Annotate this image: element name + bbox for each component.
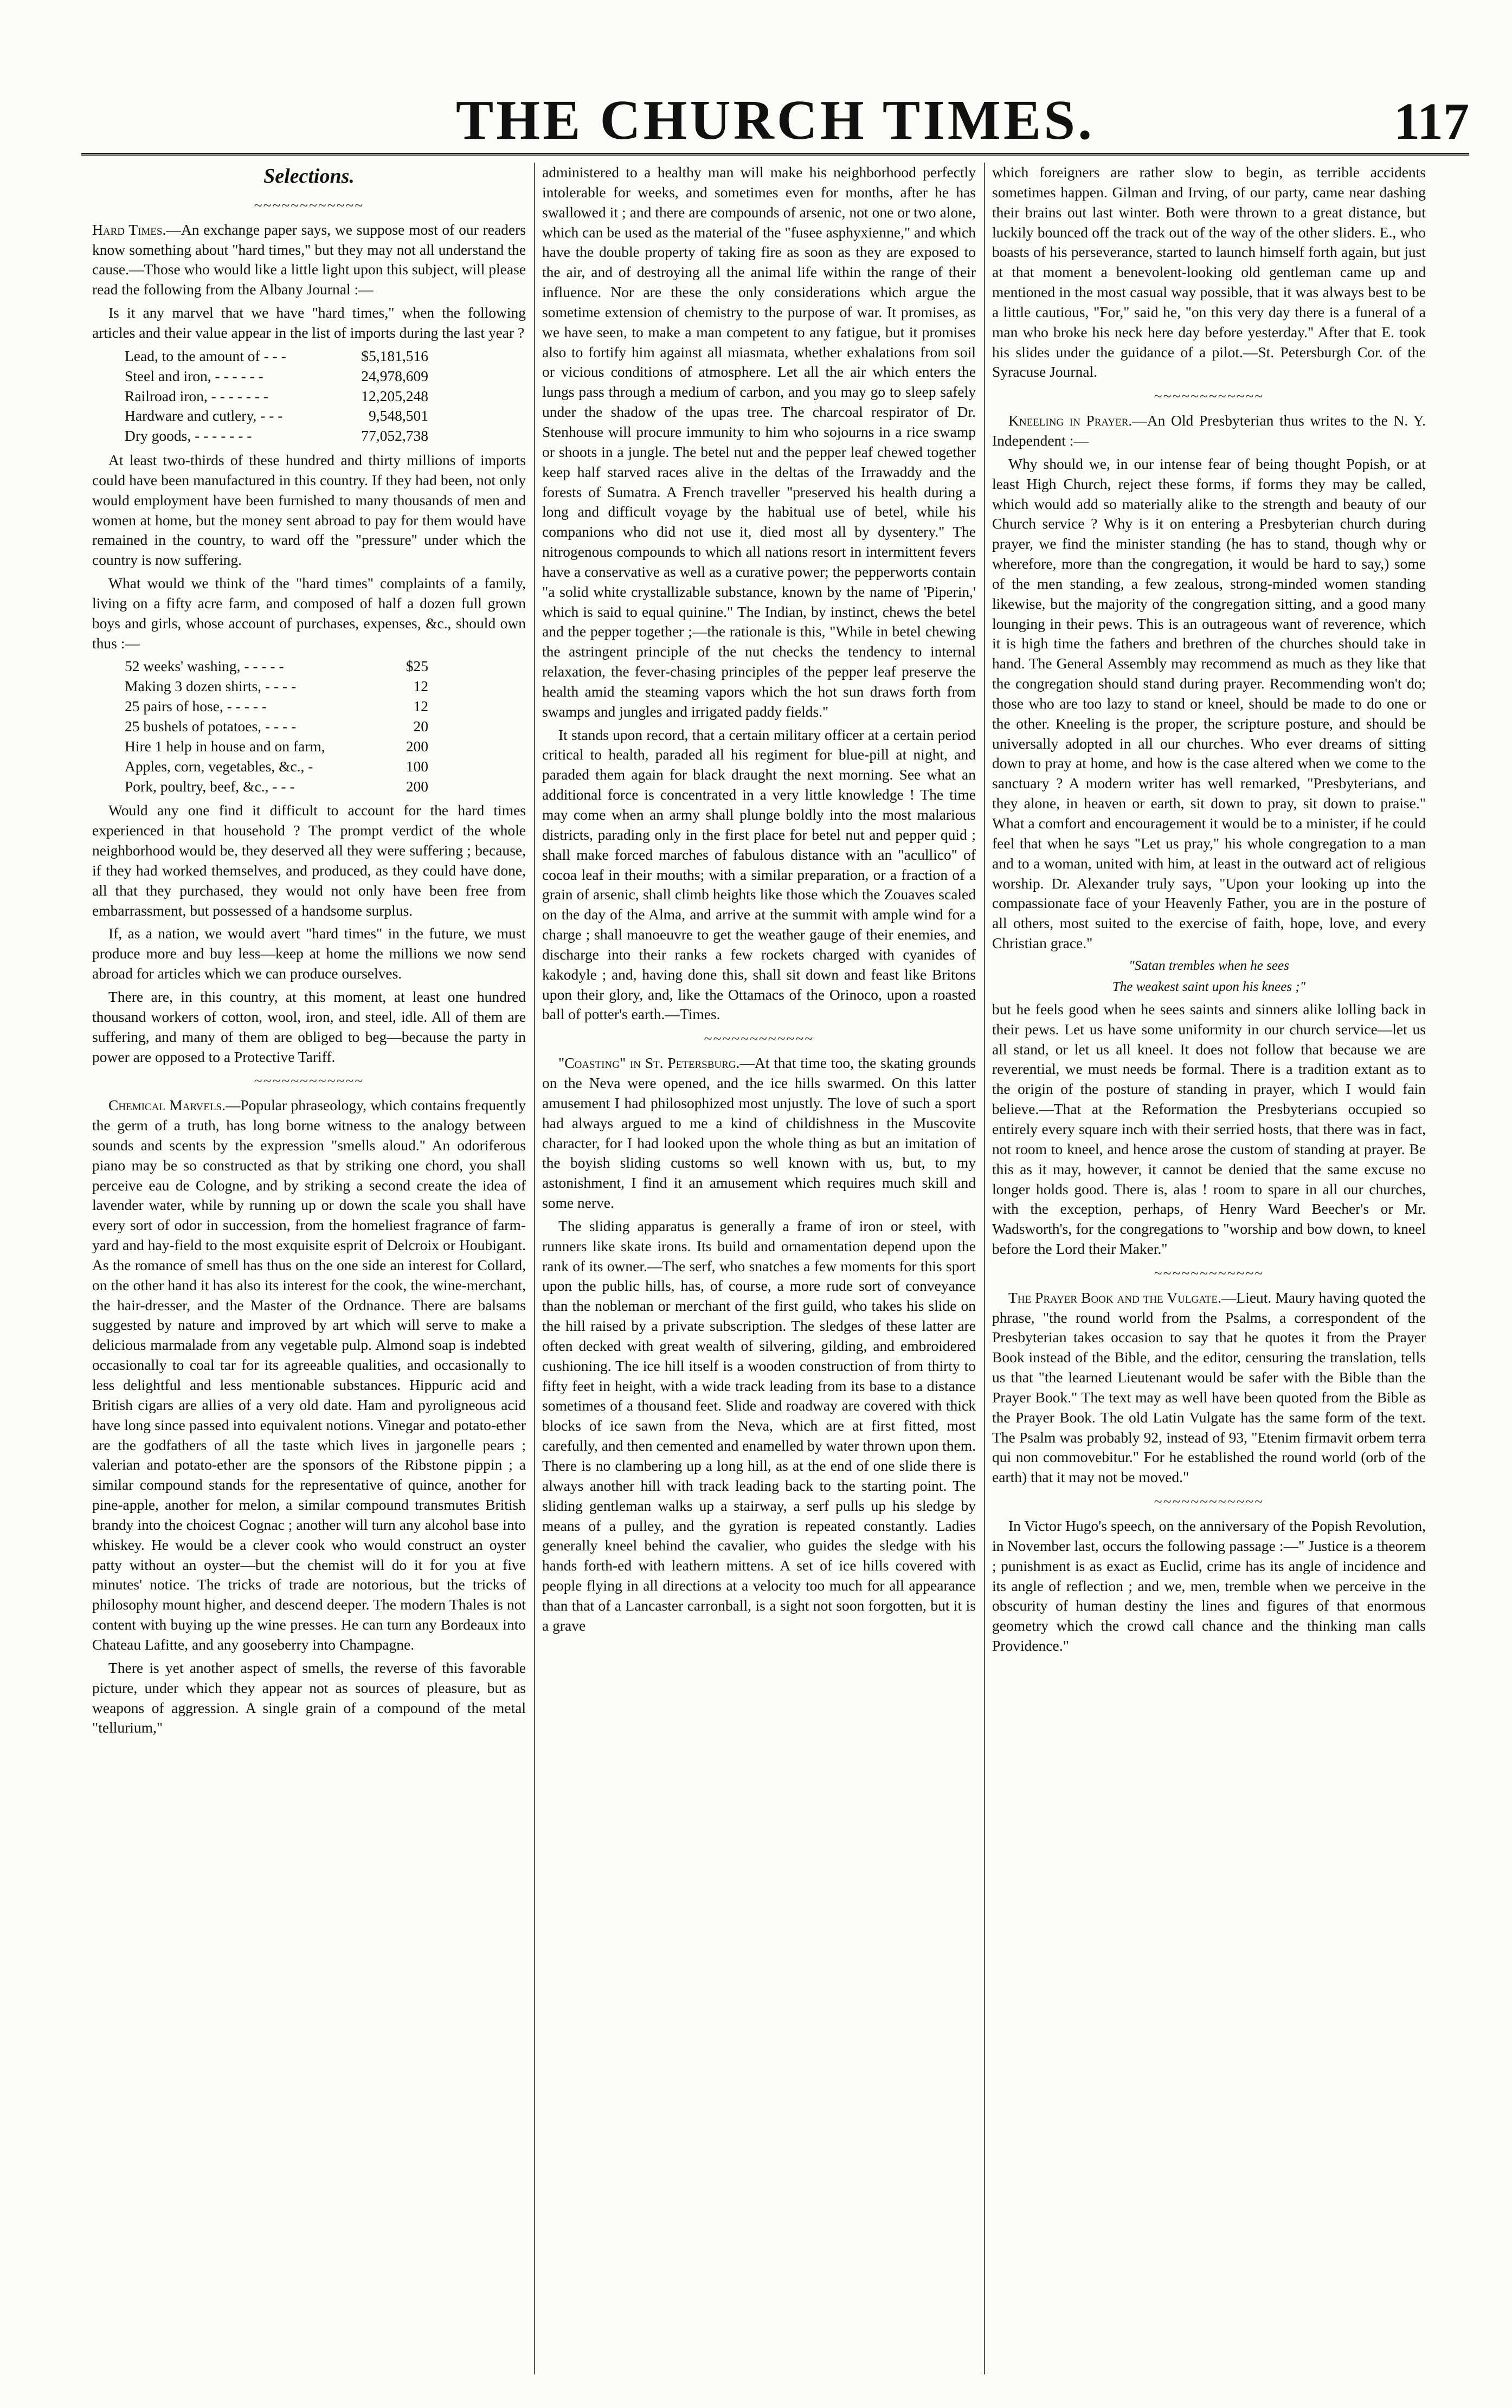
article-coasting: "Coasting" in St. Petersburg.—At that time too, the skating grounds on the Neva were opened, and the ice hills swarmed. On this latter amusement I had philosophized most unjustly. The love of such a sport had always argued to me a kind of childishness in the Muscovite character, for I had looked upon the whole thing as but an imitation of the boyish sliding customs so well known with us, but, to my astonishment, I find it an amusement which requires much skill and some nerve. bbox=[542, 1054, 976, 1212]
paragraph: In Victor Hugo's speech, on the anniversary of the Popish Revolution, in November last, occurs the following passage :—" Justice is a theorem ; punishment is as exact as Euclid, crime has its angle of incidence and its angle of reflection ; and we, men, tremble when we perceive in the obscurity of human destiny the lines and figures of that enormous geometry which the crowd call chance and the thinking man calls Providence." bbox=[992, 1517, 1426, 1654]
article-lead: Chemical Marvels. bbox=[108, 1097, 226, 1114]
article-prayer-book: The Prayer Book and the Vulgate.—Lieut. Maury having quoted the phrase, "the round world from the Psalms, a correspondent of the Presbyterian takes occasion to say that he quotes it from the Prayer Book instead of the Bible, and the editor, censuring the translation, tells us that "the learned Lieutenant would be safer with the Bible than the Prayer Book." The text may as well have been quoted from the Bible as the Prayer Book. The old Latin Vulgate has the same form of the text. The Psalm was probably 92, instead of 93, "Etenim firmavit orbem terra qui non commovebitur." For he established the round world (orb of the earth) that it may not be moved." bbox=[992, 1289, 1426, 1486]
separator: ~~~~~~~~~~~~ bbox=[1154, 1264, 1264, 1282]
paragraph: There are, in this country, at this moment, at least one hundred thousand workers of cotton, wool, iron, and steel, idle. All of them are suffering, and many of them are obliged to beg—because the party in power are opposed to a Protective Tariff. bbox=[92, 988, 526, 1065]
verse-line: "Satan trembles when he sees bbox=[1129, 958, 1289, 973]
masthead bbox=[81, 89, 1469, 157]
table-row: Railroad iron, - - - - - - - 12,205,248 bbox=[125, 387, 428, 404]
table-row: 25 pairs of hose, - - - - - 12 bbox=[125, 698, 428, 715]
separator: ~~~~~~~~~~~~ bbox=[704, 1030, 814, 1047]
table-row: Pork, poultry, beef, &c., - - - 200 bbox=[125, 777, 428, 795]
masthead-rule bbox=[81, 153, 1469, 156]
paragraph: There is yet another aspect of smells, the reverse of this favorable picture, under which they appear not as sources of pleasure, but as weapons of aggression. A single grain of a compound of the metal "tellurium," bbox=[92, 1659, 526, 1736]
article-lead: Kneeling in Prayer. bbox=[1008, 412, 1133, 429]
paragraph: Is it any marvel that we have "hard times," when the following articles and their value appear in the list of imports during the last year ? bbox=[92, 304, 526, 341]
article-lead: Hard Times. bbox=[92, 221, 166, 238]
paragraph: administered to a healthy man will make his neighborhood perfectly intolerable for weeks, and sometimes even for months, after he has swallowed it ; and there are compounds of arsenic, not one or two alone, which can be used as the material of the "fusee asphyxienne," and which have the double property of taking fire as soon as they are exposed to the air, and of destroying all the animal life within the range of their influence. Nor are these the only considerations which argue the sometime extension of chemistry to the purpose of war. It promises, as we have seen, to make a man competent to any fatigue, but it promises also to fortify him against all miasmata, whether exhalations from soil or vicious conditions of atmosphere. Let all the air which enters the lungs pass through a medium of carbon, and you may go to sleep safely under the shadow of the upas tree. The charcoal respirator of Dr. Stenhouse will procure immunity to him who sojourns in a rice swamp or shoots in a jungle. The betel nut and the pepper leaf chewed together keep half starved races alive in the deltas of the Irrawaddy and the forests of Sumatra. A French traveller "preserved his health during a long and difficult voyage by the habitual use of betel, while his companions who did not use it, died most all by dysentery." The nitrogenous compounds to which all nations resort in intermittent fevers have a conservative as well as a curative power; the pepperworts contain "a solid white crystallizable substance, known by the name of 'Piperin,' which is said to equal quinine." The Indian, by instinct, chews the betel and the pepper together ;—the rationale is this, "While in betel chewing the astringent principle of the nut checks the tendency to internal relaxation, the fever-chasing principles of the pepper leaf preserve the health amid the steaming vapors which the hot sun draws forth from swamps and jungles and irrigated paddy fields." bbox=[542, 164, 976, 720]
column-1 bbox=[92, 163, 526, 2374]
table-row: Steel and iron, - - - - - - 24,978,609 bbox=[125, 367, 428, 384]
paragraph: Why should we, in our intense fear of being thought Popish, or at least High Church, reject these forms, if forms they may be called, which would add so materially alike to the strength and beauty of our Church service ? Why is it on entering a Presbyterian church during prayer, we find the minister standing (he has to stand, though why or wherefore, more than the congregation, it would be hard to say,) some of the men standing, a few zealous, strong-minded women standing likewise, but the majority of the congregation sitting, and a good many lounging in their pews. This is an outrageous want of reverence, which it is high time the fathers and brethren of the churches should take in hand. The General Assembly may recommend as much as they like that the congregation should stand during prayer. Recommending won't do; those who are too lazy to stand or kneel, should be made to do one or the other. Kneeling is the proper, the scripture posture, and should be universally adopted in all our churches. Who ever dreams of sitting down to pray at home, and how is the case altered when we come to the sanctuary ? A modern writer has well remarked, "Presbyterians, and they alone, in heaven or earth, sit down to pray, sit down to praise." What a comfort and encouragement it would be to a minister, if he could feel that when he says "Let us pray," his whole congregation to a man and to a woman, united with him, at least in the outward act of religious worship. Dr. Alexander truly says, "Upon your looking up into the compassionate face of your Heavenly Father, you are in the posture of all others, most suited to the exercise of faith, hope, love, and every Christian grace." bbox=[992, 455, 1426, 952]
table-row: Hire 1 help in house and on farm, 200 bbox=[125, 737, 428, 755]
newspaper-title: THE CHURCH TIMES. bbox=[455, 89, 1095, 151]
table-row: Lead, to the amount of - - - $5,181,516 bbox=[125, 347, 428, 364]
article-chemical-marvels: Chemical Marvels.—Popular phraseology, which contains frequently the germ of a truth, has long borne witness to the analogy between sounds and scents by the expression "smells aloud." An odoriferous piano may be so constructed as that by striking one chord, you shall perceive eau de Cologne, and by striking a second create the idea of lavender water, while by running up or down the scale you shall have every sort of odor in succession, from the homeliest fragrance of farm-yard and hay-field to the most exquisite esprit of Delcroix or Houbigant. As the romance of smell has thus on the one side an interest for Collard, on the other hand it has also its interest for the cook, the wine-merchant, the hair-dresser, and the Master of the Ordnance. There are balsams suggested by nature and improved by art which will serve to make a delicious marmalade from any vegetable pulp. Almond soap is indebted occasionally to coal tar for its agreeable qualities, and occasionally to less delightful and less mentionable substances. Hippuric acid and British cigars are allies of a very old date. Ham and pyroligneous acid have long since passed into equivalent notions. Vinegar and potato-ether are the godfathers of all the taste which lives in jargonelle pears ; valerian and potato-ether are the sponsors of the Ribstone pippin ; a similar compound stands for the representative of quince, another for pine-apple, another for melon, a similar compound transmutes British brandy into the choicest Cognac ; another will turn any alcohol base into whiskey. He would be a clever cook who would construct an oyster patty without an oyster—but the chemist will do it for you at five minutes' notice. The tricks of trade are notorious, but the tricks of philosophy mount higher, and descend deeper. The modern Thales is not content with buying up the wine presses. He can turn any Bordeaux into Chateau Lafitte, and any gooseberry into Champagne. bbox=[92, 1097, 526, 1653]
table-row: Making 3 dozen shirts, - - - - 12 bbox=[125, 678, 428, 695]
separator: ~~~~~~~~~~~~ bbox=[254, 196, 364, 214]
paragraph: The sliding apparatus is generally a frame of iron or steel, with runners like skate irons. Its build and ornamentation depend upon the rank of its owner.—The serf, who snatches a few moments for this sport upon the public hills, has, of course, a more rude sort of conveyance than the nobleman or merchant of the first guild, who takes his slide on the hill raised by a private subscription. The sledges of these latter are often decked with great wealth of silvering, gilding, and embroidered cushioning. The ice hill itself is a wooden construction of from thirty to fifty feet in height, with a wide track leading from its base to a distance sometimes of a thousand feet. Slide and roadway are covered with thick blocks of ice sawn from the Neva, which are at first fitted, most carefully, and then cemented and enamelled by water thrown upon them. There is no clambering up a long hill, as at the end of one slide there is always another hill with track leading back to the starting point. The sliding gentleman walks up a stairway, a serf pulls up his sledge by means of a pulley, and the gyration is repeated constantly. Ladies generally kneel behind the cavalier, who guides the sledge with his hands forth-ed with leathern mittens. A set of ice hills covered with people flying in all directions at a velocity too much for all appearance than that of a Lancaster carronball, is a sight not soon forgotten, but it is a grave bbox=[542, 1217, 976, 1634]
column-3 bbox=[992, 163, 1426, 2374]
page-number: 117 bbox=[1394, 92, 1469, 150]
paragraph: which foreigners are rather slow to begin, as terrible accidents sometimes happen. Gilman and Irving, of our party, came near dashing their brains out last winter. Both were thrown to a great distance, but luckily bounced off the track out of the way of the other sliders. E., who boasts of his perseverance, started to launch himself forth again, but just at that moment a benevolent-looking old gentleman came up and mentioned in the most casual way possible, that it was always best to be a little cautious, "For," said he, "on this very day there is a funeral of a man who broke his neck here day before yesterday." After that E. took his slides under the guidance of a pilot.—St. Petersburgh Cor. of the Syracuse Journal. bbox=[992, 164, 1426, 381]
paragraph: but he feels good when he sees saints and sinners alike lolling back in their pews. Let us have some uniformity in our church service—let us all stand, or let us all kneel. It does not follow that because we are reverential, we must needs be formal. There is a tradition extant as to the origin of the posture of standing in prayer, which I would fain believe.—That at the Reformation the Presbyterians occupied so entirely every square inch with their serried hosts, that there was in fact, not room to kneel, and hence arose the custom of standing at prayer. Be this as it may, however, it cannot be denied that the same excuse no longer holds good. There is, alas ! room to spare in all our churches, with the exception, perhaps, of Henry Ward Beecher's or Mr. Wadsworth's, for the congregations to "worship and bow down, to kneel before the Lord their Maker." bbox=[992, 1000, 1426, 1258]
imports-table bbox=[125, 346, 428, 446]
column-divider bbox=[534, 163, 535, 2374]
paragraph: If, as a nation, we would avert "hard times" in the future, we must produce more and buy less—keep at home the millions we now send abroad for articles which we can produce ourselves. bbox=[92, 925, 526, 982]
article-lead: The Prayer Book and the Vulgate. bbox=[1008, 1289, 1221, 1306]
column-divider bbox=[984, 163, 985, 2374]
article-lead: "Coasting" in St. Petersburg. bbox=[558, 1054, 740, 1072]
table-row: Hardware and cutlery, - - - 9,548,501 bbox=[125, 407, 428, 424]
paragraph: What would we think of the "hard times" complaints of a family, living on a fifty acre farm, and composed of half a dozen full grown boys and girls, whose account of purchases, expenses, &c., should own thus :— bbox=[92, 575, 526, 652]
table-row: 52 weeks' washing, - - - - - $25 bbox=[125, 658, 428, 675]
table-row: 25 bushels of potatoes, - - - - 20 bbox=[125, 718, 428, 735]
paragraph: At least two-thirds of these hundred and thirty millions of imports could have been manufactured in this country. If they had been, not only would employment have been furnished to many thousands of men and women at home, but the money sent abroad to pay for them would have remained in the country, to ward off the "pressure" under which the country is now suffering. bbox=[92, 452, 526, 569]
separator: ~~~~~~~~~~~~ bbox=[254, 1072, 364, 1090]
table-row: Dry goods, - - - - - - - 77,052,738 bbox=[125, 427, 428, 445]
paragraph: It stands upon record, that a certain military officer at a certain period critical to health, paraded all his regiment for blue-pill at night, and paraded them again for black draught the next morning. See what an additional force is concentrated in a very little knowledge ! The time may come when an army shall plunge boldly into the most malarious districts, parading only in the first place for betel nut and pepper quid ; shall make forced marches of fabulous distance with an "acullico" of cocoa leaf in their mouths; with a similar preparation, or a fraction of a grain of arsenic, shall climb heights like those which the Zouaves scaled on the day of the Alma, and arrive at the summit with ample wind for a charge ; shall manoeuvre to get the weather gauge of their enemies, and discharge into their ranks a few rockets charged with cyanides of kakodyle ; and, having done this, shall sit down and feast like Britons upon their glory, and, like the Ottamacs of the Orinoco, upon a roasted ball of potter's earth.—Times. bbox=[542, 726, 976, 1023]
verse-line: The weakest saint upon his knees ;" bbox=[1112, 980, 1306, 995]
expenses-table bbox=[125, 656, 428, 796]
section-title: Selections. bbox=[263, 165, 355, 188]
separator: ~~~~~~~~~~~~ bbox=[1154, 1493, 1264, 1510]
article-kneeling: Kneeling in Prayer.—An Old Presbyterian thus writes to the N. Y. Independent :— bbox=[992, 412, 1426, 449]
paragraph: Would any one find it difficult to account for the hard times experienced in that household ? The prompt verdict of the whole neighborhood would be, they deserved all they were suffering ; because, if they had worked themselves, and produced, as they could have done, all that they purchased, they would not only have been free from embarrassment, but possessed of a handsome surplus. bbox=[92, 802, 526, 919]
table-row: Apples, corn, vegetables, &c., - 100 bbox=[125, 757, 428, 775]
column-2 bbox=[542, 163, 976, 2374]
separator: ~~~~~~~~~~~~ bbox=[1154, 388, 1264, 405]
article-hard-times-intro: Hard Times.—An exchange paper says, we suppose most of our readers know something about "hard times," but they may not all understand the cause.—Those who would like a little light upon this subject, will please read the following from the Albany Journal :— bbox=[92, 221, 526, 298]
